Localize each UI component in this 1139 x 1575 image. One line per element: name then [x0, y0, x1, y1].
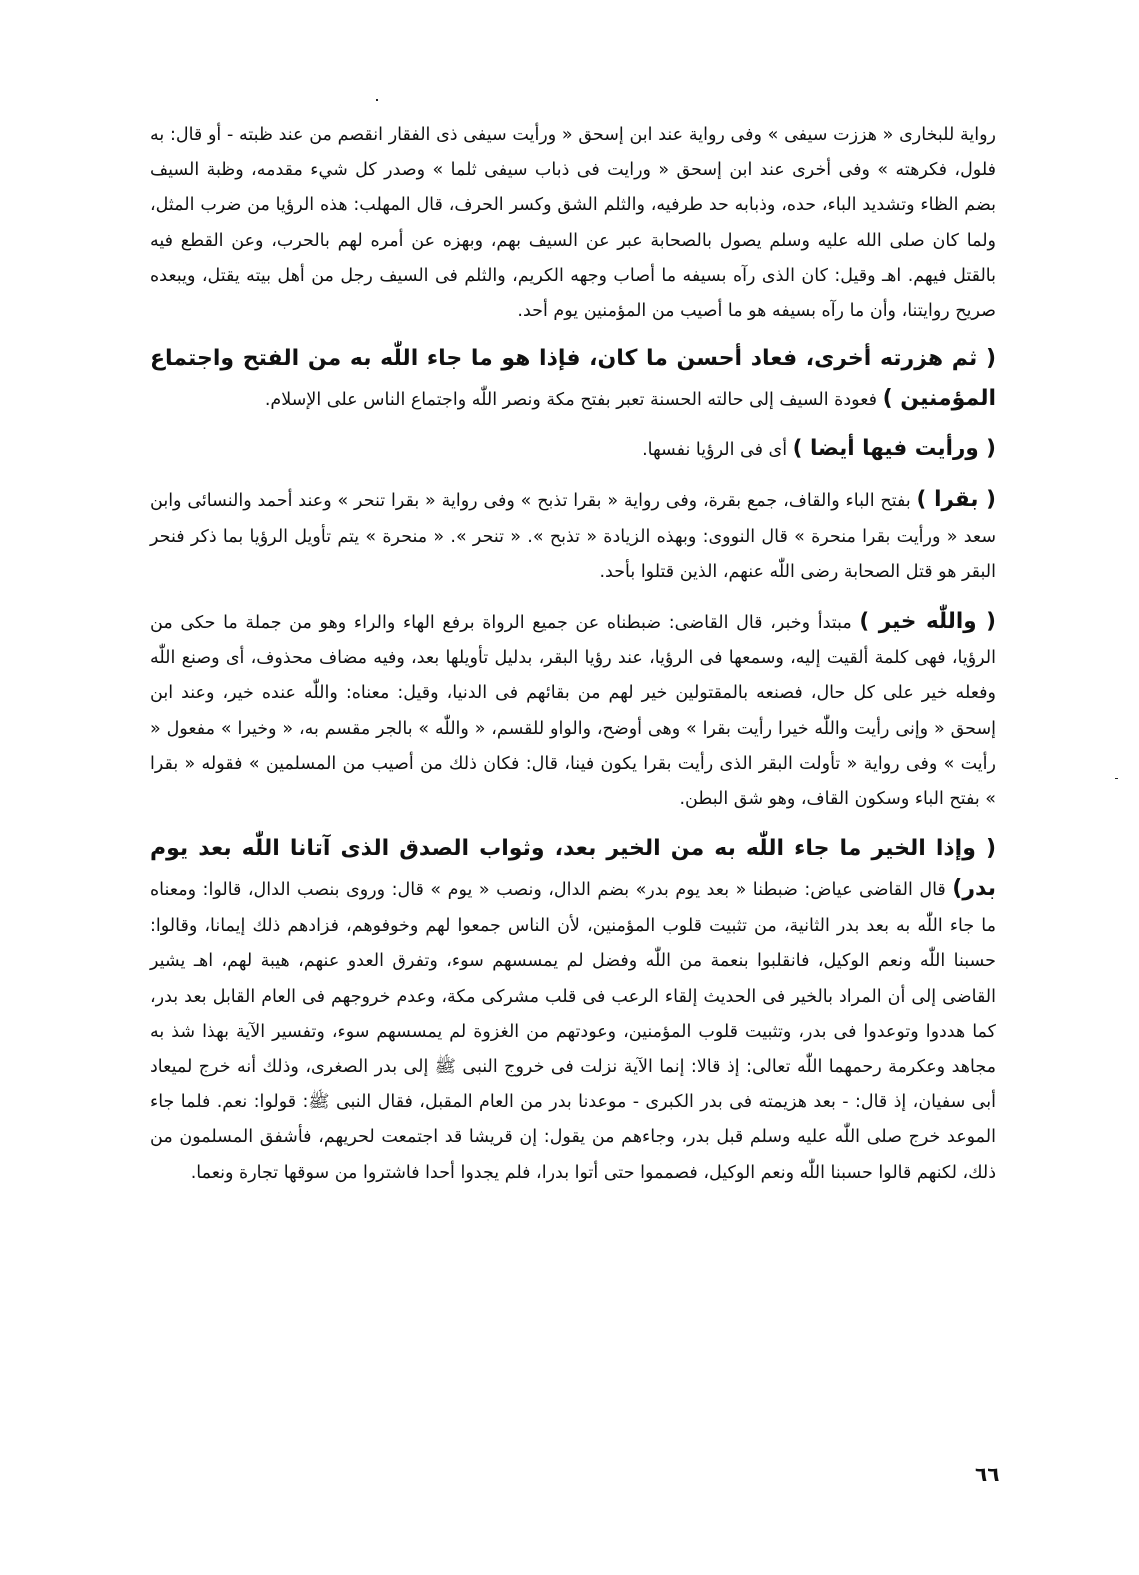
hadith-quote: ( واللّٰه خير )	[859, 609, 996, 635]
paragraph-hazaztuhu	[150, 339, 996, 419]
paragraph-text: قال القاضى عياض: ضبطنا « بعد يوم بدر» بضم الدال، ونصب « يوم » قال: وروى بنصب الدال، قالوا: ومعناه ما جاء اللّٰه به بعد بدر الثانية، من تثبيت قلوب المؤمنين، لأن الناس جمعوا لهم وخوفوهم، فزادهم ذلك إيمانا، وقالوا: حسبنا اللّٰه ونعم الوكيل، فانقلبوا بنعمة من اللّٰه وفضل لم يمسسهم سوء، وتفرق العدو عنهم، هيبة لهم، اهـ يشير القاضى إلى أن المراد بالخير فى الحديث إلقاء الرعب فى قلب مشركى مكة، وعدم خروجهم فى العام القابل بعد بدر، كما هددوا وتوعدوا فى بدر، وتثبيت قلوب المؤمنين، وعودتهم من الغزوة لم يمسسهم سوء، وتفسير الآية بهذا شذ به مجاهد وعكرمة رحمهما اللّٰه تعالى: إذ قالا: إنما الآية نزلت فى خروج النبى ﷺ إلى بدر الصغرى، وذلك أنه خرج لميعاد أبى سفيان، إذ قال: - بعد هزيمته فى بدر الكبرى - موعدنا بدر من العام المقبل، فقال النبى ﷺ: قولوا: نعم. فلما جاء الموعد خرج صلى اللّٰه عليه وسلم قبل بدر، وجاءهم من يقول: إن قريشا قد اجتمعت لحريهم، فأشفق المسلمون من ذلك، لكنهم قالوا حسبنا اللّٰه ونعم الوكيل، فصمموا حتى أتوا بدرا، فلم يجدوا أحدا فاشتروا من سوقها تجارة ونعما.	[150, 880, 996, 1183]
paragraph-text: رواية للبخارى « هززت سيفى » وفى رواية عند ابن إسحق « ورأيت سيفى ذى الفقار انقصم من عند ظبته - أو قال: به فلول، فكرهته » وفى أخرى عند ابن إسحق « ورايت فى ذباب سيفى ثلما » وصدر كل شيء مقدمه، وظبة السيف بضم الظاء وتشديد الباء، حده، وذبابه حد طرفيه، والثلم الشق وكسر الحرف، قال المهلب: هذه الرؤيا من ضرب المثل، ولما كان صلى الله عليه وسلم يصول بالصحابة عبر عن السيف بهم، وبهزه عن أمره لهم بالحرب، وعن القطع فيه بالقتل فيهم. اهـ وقيل: كان الذى رآه بسيفه ما أصاب وجهه الكريم، والثلم فى السيف رجل من أهل بيته يقتل، ويبعده صريح روايتنا، وأن ما رآه بسيفه هو ما أصيب من المؤمنين يوم أحد.	[150, 125, 996, 322]
paragraph-raaytu	[150, 431, 996, 468]
paragraph-text: مبتدأ وخبر، قال القاضى: ضبطناه عن جميع الرواة برفع الهاء والراء وهو من جملة ما حكى من الرؤيا، فهى كلمة ألقيت إليه، وسمعها فى الرؤيا، عند رؤيا البقر، بدليل تأويلها بعد، وفيه مضاف محذوف، أى وصنع اللّٰه وفعله خير على كل حال، فصنعه بالمقتولين خير لهم من بقائهم فى الدنيا، وقيل: معناه: واللّٰه عنده خير، وعند ابن إسحق « وإنى رأيت واللّٰه خيرا رأيت بقرا » وهى أوضح، والواو للقسم، « واللّٰه » بالجر مقسم به، « وخيرا » مفعول « رأيت » وفى رواية « تأولت البقر الذى رأيت بقرا يكون فينا، قال: فكان ذلك من أصيب من المسلمين » فقوله « بقرا » بفتح الباء وسكون القاف، وهو شق البطن.	[150, 613, 996, 810]
scan-speck-top	[376, 99, 378, 101]
paragraph-text: بفتح الباء والقاف، جمع بقرة، وفى رواية « بقرا تذبح » وفى رواية « بقرا تنحر » وعند أحمد والنسائى وابن سعد « ورأيت بقرا منحرة » قال النووى: وبهذه الزيادة « تذبح ». « تنحر ». « منحرة » يتم تأويل الرؤيا بما ذكر فنحر البقر هو قتل الصحابة رضى اللّٰه عنهم، الذين قتلوا بأحد.	[150, 491, 996, 582]
page-body	[150, 118, 996, 1191]
hadith-quote: ( بقرا )	[916, 487, 996, 513]
hadith-quote: ( ورأيت فيها أيضا )	[792, 436, 996, 462]
hadith-quote: ( وإذا الخير ما جاء اللّٰه به من الخير بعد، وثواب الصدق الذى آتانا اللّٰه بعد يوم بدر)	[150, 836, 996, 902]
paragraph-text: فعودة السيف إلى حالته الحسنة تعبر بفتح مكة ونصر اللّٰه واجتماع الناس على الإسلام.	[264, 390, 883, 411]
page-number: ٦٦	[975, 1462, 1000, 1486]
paragraph-wallahu-khayr	[150, 604, 996, 817]
paragraph-baqaran	[150, 482, 996, 590]
hadith-quote: ( ثم هزرته أخرى، فعاد أحسن ما كان، فإذا هو ما جاء اللّٰه به من الفتح واجتماع المؤمنين )	[150, 346, 996, 412]
paragraph-text: أى فى الرؤيا نفسها.	[642, 440, 793, 461]
paragraph-wa-idha-al-khayr	[150, 829, 996, 1191]
paragraph-intro	[150, 118, 996, 329]
scan-speck-right	[1115, 778, 1118, 779]
